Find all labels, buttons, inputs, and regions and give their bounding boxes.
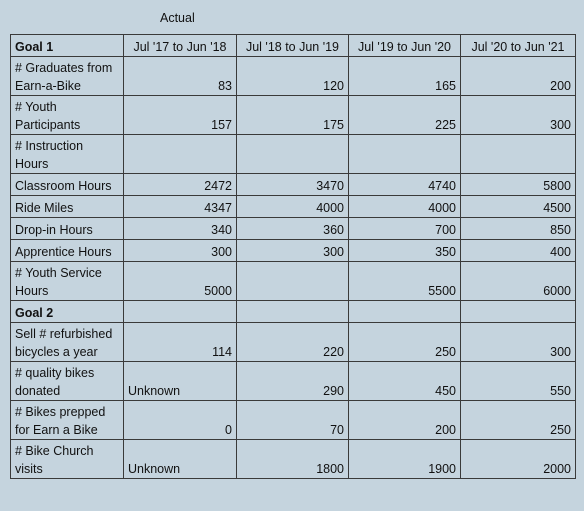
row-label: Sell # refurbished bicycles a year (11, 323, 124, 362)
value-cell: 5500 (349, 262, 461, 301)
value-cell: 1800 (237, 440, 349, 479)
value-cell: 165 (349, 57, 461, 96)
table-row (11, 262, 576, 301)
value-cell: 1900 (349, 440, 461, 479)
empty-cell (124, 301, 237, 323)
value-cell (237, 135, 349, 174)
table-row (11, 174, 576, 196)
goals-table (10, 34, 576, 479)
value-cell: 350 (349, 240, 461, 262)
value-cell: 340 (124, 218, 237, 240)
value-cell: 450 (349, 362, 461, 401)
value-cell: 300 (461, 323, 576, 362)
value-cell: 250 (349, 323, 461, 362)
table-row (11, 362, 576, 401)
value-cell: 250 (461, 401, 576, 440)
value-cell: 290 (237, 362, 349, 401)
column-header-fy20: Jul '19 to Jun '20 (349, 35, 461, 57)
row-label: Drop-in Hours (11, 218, 124, 240)
empty-cell (349, 301, 461, 323)
value-cell: 300 (237, 240, 349, 262)
value-cell (461, 135, 576, 174)
value-cell: 5000 (124, 262, 237, 301)
section-row (11, 301, 576, 323)
row-label: # Bike Church visits (11, 440, 124, 479)
value-cell: 3470 (237, 174, 349, 196)
value-cell: 175 (237, 96, 349, 135)
value-cell: 0 (124, 401, 237, 440)
value-cell: Unknown (124, 362, 237, 401)
value-cell: Unknown (124, 440, 237, 479)
value-cell: 200 (349, 401, 461, 440)
value-cell: 5800 (461, 174, 576, 196)
value-cell: 550 (461, 362, 576, 401)
value-cell: 220 (237, 323, 349, 362)
row-label: Apprentice Hours (11, 240, 124, 262)
row-label: # quality bikes donated (11, 362, 124, 401)
header-row (11, 35, 576, 57)
row-label: # Bikes prepped for Earn a Bike (11, 401, 124, 440)
table-row (11, 218, 576, 240)
value-cell: 850 (461, 218, 576, 240)
value-cell: 114 (124, 323, 237, 362)
table-row (11, 135, 576, 174)
column-header-fy19: Jul '18 to Jun '19 (237, 35, 349, 57)
value-cell: 300 (461, 96, 576, 135)
value-cell: 2000 (461, 440, 576, 479)
value-cell: 700 (349, 218, 461, 240)
value-cell: 157 (124, 96, 237, 135)
table-row (11, 440, 576, 479)
row-label: Ride Miles (11, 196, 124, 218)
table-row (11, 240, 576, 262)
value-cell: 120 (237, 57, 349, 96)
table-row (11, 96, 576, 135)
value-cell: 360 (237, 218, 349, 240)
section-label: Goal 2 (11, 301, 124, 323)
empty-cell (461, 301, 576, 323)
value-cell: 400 (461, 240, 576, 262)
column-header-fy21: Jul '20 to Jun '21 (461, 35, 576, 57)
value-cell (237, 262, 349, 301)
value-cell: 4500 (461, 196, 576, 218)
table-row (11, 57, 576, 96)
goals-table-body (11, 35, 576, 479)
value-cell: 70 (237, 401, 349, 440)
row-label: # Instruction Hours (11, 135, 124, 174)
value-cell: 4347 (124, 196, 237, 218)
value-cell: 4740 (349, 174, 461, 196)
value-cell: 225 (349, 96, 461, 135)
column-header-goal-1: Goal 1 (11, 35, 124, 57)
value-cell (124, 135, 237, 174)
value-cell: 200 (461, 57, 576, 96)
value-cell: 4000 (349, 196, 461, 218)
row-label: # Graduates from Earn-a-Bike (11, 57, 124, 96)
row-label: Classroom Hours (11, 174, 124, 196)
empty-cell (237, 301, 349, 323)
table-row (11, 323, 576, 362)
table-row (11, 196, 576, 218)
row-label: # Youth Service Hours (11, 262, 124, 301)
value-cell: 83 (124, 57, 237, 96)
value-cell: 300 (124, 240, 237, 262)
value-cell (349, 135, 461, 174)
actual-label: Actual (160, 11, 195, 25)
row-label: # Youth Participants (11, 96, 124, 135)
column-header-fy18: Jul '17 to Jun '18 (124, 35, 237, 57)
value-cell: 6000 (461, 262, 576, 301)
value-cell: 4000 (237, 196, 349, 218)
table-row (11, 401, 576, 440)
value-cell: 2472 (124, 174, 237, 196)
